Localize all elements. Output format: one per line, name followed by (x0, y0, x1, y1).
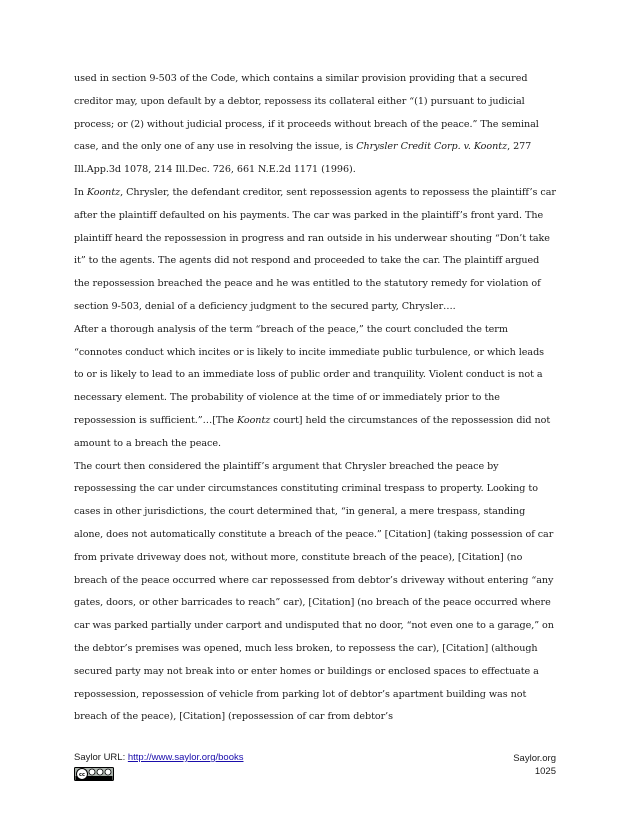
paragraph-4: The court then considered the plaintiff’s argument that Chrysler breached the peace by repossessing the car under circumstances constituting criminal trespass to property. Looking to cases in other jurisdictions, the court determined that, “in general, a mere trespass, standing alone, does not automatically constitute a breach of the peace.” [Citation] (taking possession of car from private driveway does not, without more, constitute breach of the peace), [Citation] (no breach of the peace occurred where car repossessed from debtor’s driveway without entering “any gates, doors, or other barricades to reach” car), [Citation] (no breach of the peace occurred where car was parked partially under carport and undisputed that no door, “not even one to a garage,” on the debtor’s premises was opened, much less broken, to repossess the car), [Citation] (although secured party may not break into or enter homes or buildings or enclosed spaces to effectuate a repossession, repossession of vehicle from parking lot of debtor’s apartment building was not breach of the peace), [Citation] (repossession of car from debtor’s (74, 460, 554, 723)
page-number: 1025 (534, 766, 556, 777)
case-name: Koontz (86, 186, 121, 198)
paragraph-2: In Koontz, Chrysler, the defendant creditor, sent repossession agents to repossess the plaintiff’s car after the plaintiff defaulted on his payments. The car was parked in the plaintiff’s front yard. The plaintiff heard the repossession in progress and ran outside in his underwear shouting “Don’t take it” to the agents. The agents did not respond and proceeded to take the car. The plaintiff argued the repossession breached the peace and he was entitled to the statutory remedy for violation of section 9-503, denial of a deficiency judgment to the secured party, Chrysler…. (74, 186, 556, 312)
footer-page-info (513, 752, 556, 778)
paragraph-1: used in section 9-503 of the Code, which contains a similar provision providing that a secured creditor may, upon default by a debtor, repossess its collateral either “(1) pursuant to judicial process; or (2) without judicial process, if it proceeds without breach of the peace.” The seminal case, and the only one of any use in resolving the issue, is Chrysler Credit Corp. v. Koontz, 277 Ill.App.3d 1078, 214 Ill.Dec. 726, 661 N.E.2d 1171 (1996). (74, 73, 539, 176)
creative-commons-license-icon[interactable] (74, 767, 114, 781)
case-name: Koontz (237, 414, 271, 426)
saylor-books-link[interactable]: http://www.saylor.org/books (127, 752, 244, 763)
footer-url-label: Saylor URL: (74, 752, 128, 763)
footer-site: Saylor.org (513, 753, 556, 764)
svg-text:cc: cc (79, 771, 85, 778)
paragraph-3: After a thorough analysis of the term “breach of the peace,” the court concluded the term “connotes conduct which incites or is likely to incite immediate public turbulence, or which leads to or is likely to lead to an immediate loss of public order and tranquility. Violent conduct is not a necessary element. The probability of violence at the time of or immediately prior to the repossession is sufficient.”…[The Koontz court] held the circumstances of the repossession did not amount to a breach the peace. (74, 323, 551, 449)
body-text (74, 68, 556, 729)
footer-source (74, 752, 244, 763)
case-citation: Chrysler Credit Corp. v. Koontz (356, 141, 508, 153)
